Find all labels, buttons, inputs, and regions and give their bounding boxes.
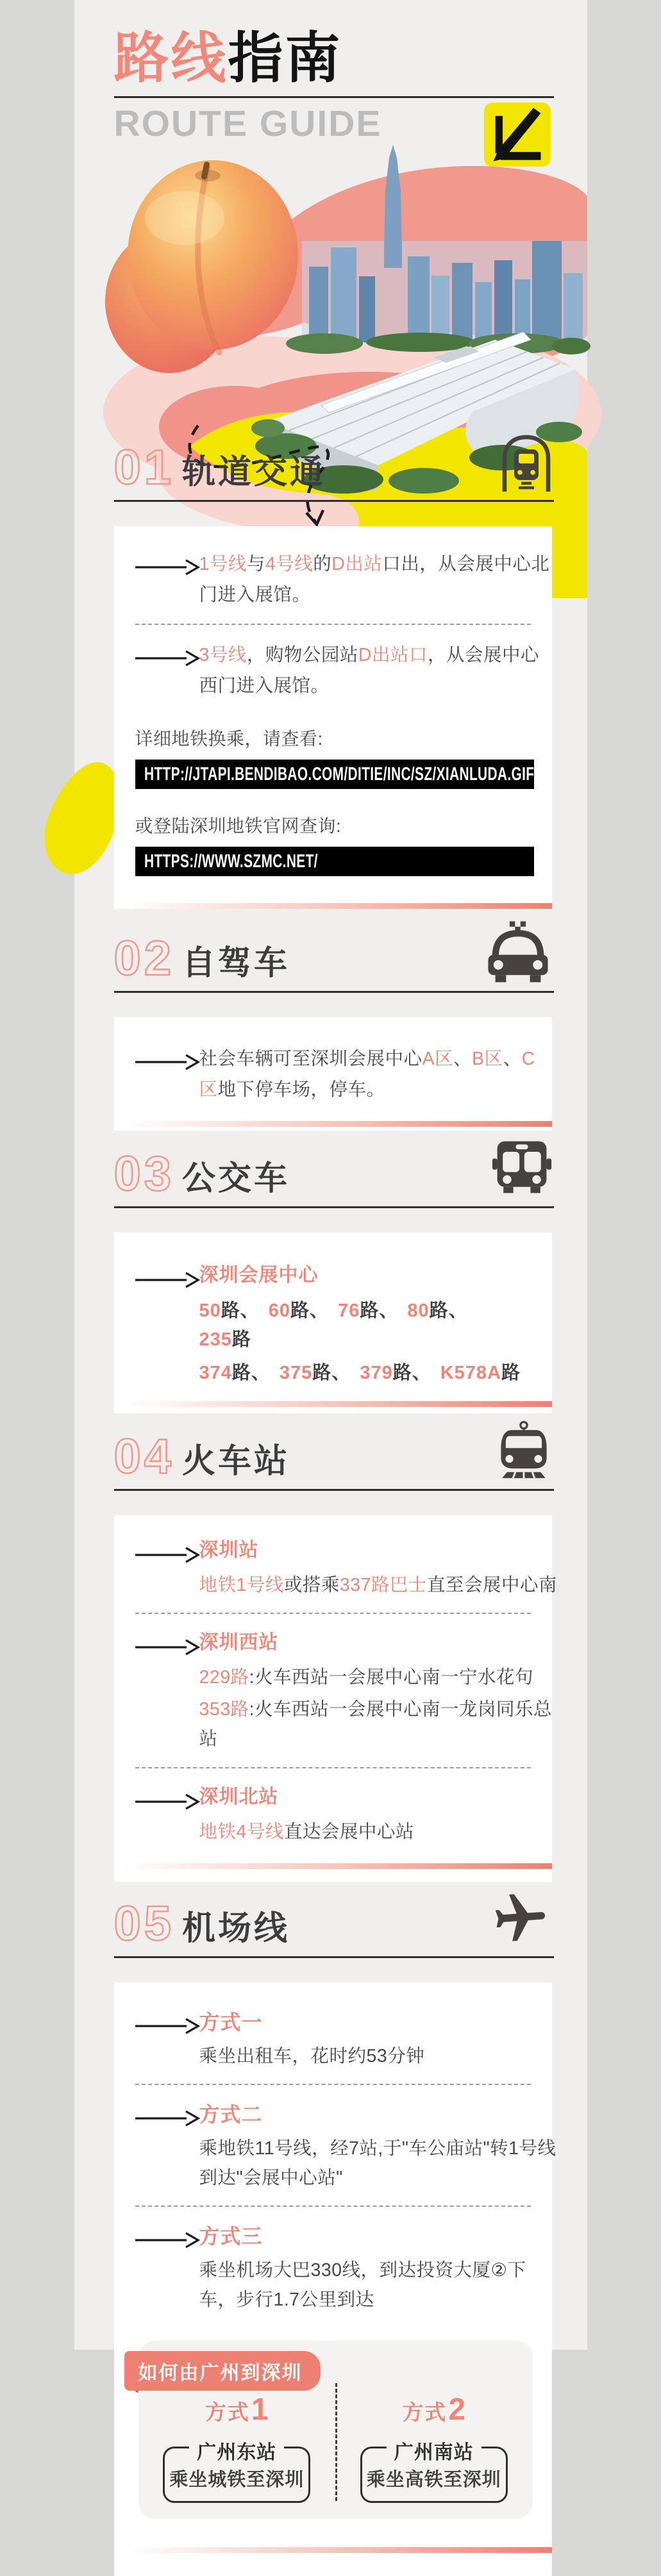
section-04-card [114, 1515, 557, 1882]
method-item [114, 2222, 552, 2253]
plane-icon [489, 1889, 553, 1951]
arrow-icon [135, 1784, 199, 1815]
card-accent-bar [114, 2547, 552, 2553]
station-box-2 [360, 2441, 508, 2503]
method-detail: 乘坐出租车，花时约53分钟 [199, 2045, 425, 2066]
station-box-1 [163, 2441, 310, 2503]
panel-option-1 [138, 2392, 336, 2503]
metro-transfer-note: 详细地铁换乘，请查看: [135, 728, 323, 749]
section-self-driving [74, 931, 587, 1131]
section-01-number: 01 [113, 440, 175, 495]
route-guide-poster [74, 0, 587, 2490]
section-01-title: 轨道交通 [182, 454, 326, 492]
station-detail: 地铁4号线直达会展中心站 [199, 1821, 414, 1842]
page-title-rest: 指南 [228, 28, 342, 89]
metro-site-note: 或登陆深圳地铁官网查询: [135, 815, 342, 836]
section-03-card [114, 1233, 552, 1413]
station-item [114, 1537, 552, 1568]
station-box-1-label: 广州东站 [189, 2436, 284, 2464]
method-label: 方式三 [199, 2225, 263, 2248]
metro-map-url[interactable]: HTTP://JTAPI.BENDIBAO.COM/DITIE/INC/SZ/XIANLUDA.GIF [135, 760, 534, 789]
dashed-divider [135, 1613, 531, 1614]
route-text: 社会车辆可至深圳会展中心A区、B区、C区地下停车场，停车。 [199, 1048, 535, 1100]
bus-icon [491, 1136, 553, 1201]
arrow-icon [135, 640, 199, 671]
section-05-number: 05 [113, 1896, 175, 1951]
method-item [114, 2100, 552, 2131]
section-05-heading [113, 1896, 554, 1958]
route-text: 1号线与4号线的D出站口出，从会展中心北门进入展馆。 [199, 554, 550, 606]
panel-option-2 [335, 2392, 533, 2503]
section-03-number: 03 [113, 1146, 175, 1201]
arrow-icon [135, 1262, 199, 1293]
section-04-title: 火车站 [182, 1442, 290, 1480]
page-title-accent: 路线 [113, 28, 228, 89]
header-divider [114, 96, 554, 98]
method-item [114, 2008, 552, 2039]
dashed-divider [135, 624, 531, 625]
arrow-icon [135, 2222, 199, 2253]
arrow-icon [135, 2008, 199, 2039]
arrow-icon [135, 549, 199, 580]
section-01-heading [113, 440, 554, 502]
route-item [114, 640, 552, 702]
station-box-2-desc: 乘坐高铁至深圳 [366, 2469, 501, 2490]
station-name: 深圳北站 [199, 1786, 279, 1807]
section-train-station [74, 1429, 587, 1882]
way-label-1: 方式1 [205, 2392, 269, 2427]
section-02-title: 自驾车 [182, 944, 290, 982]
card-accent-bar [114, 1401, 552, 1407]
section-rail-transit [74, 440, 587, 909]
station-box-1-desc: 乘坐城铁至深圳 [169, 2469, 305, 2490]
station-item [114, 1629, 552, 1660]
dashed-divider [135, 2084, 531, 2085]
train-icon [495, 1420, 553, 1484]
method-detail: 乘地铁11号线，经7站,于"车公庙站"转1号线到达"会展中心站" [199, 2138, 556, 2189]
page-subtitle: ROUTE GUIDE [113, 103, 382, 145]
arrow-icon [135, 1044, 199, 1075]
route-item [114, 1044, 552, 1106]
dashed-divider [135, 2206, 531, 2207]
card-accent-bar [114, 1863, 552, 1869]
arrow-icon [135, 1537, 199, 1568]
station-box-2-label: 广州南站 [387, 2436, 481, 2464]
arrow-icon [135, 1629, 199, 1660]
method-detail: 乘坐机场大巴330线，到达投资大厦②下车，步行1.7公里到达 [199, 2260, 526, 2311]
section-airport-line [74, 1896, 587, 2576]
section-03-heading [113, 1146, 554, 1208]
dashed-divider [135, 1767, 531, 1768]
panel-ribbon: 如何由广州到深圳 [124, 2351, 321, 2391]
section-02-heading [113, 931, 554, 993]
page-title [114, 29, 587, 87]
section-bus [74, 1146, 587, 1413]
station-item [114, 1784, 552, 1815]
section-04-heading [113, 1429, 554, 1491]
taxi-icon [483, 920, 553, 986]
station-name: 深圳西站 [199, 1632, 279, 1654]
station-name: 深圳站 [199, 1539, 259, 1561]
bus-route-line-1: 50路、 60路、 76路、 80路、235路 [199, 1300, 468, 1350]
section-05-card [114, 1982, 556, 2576]
route-item [114, 1262, 552, 1293]
station-detail: 地铁1号线或搭乘337路巴士直至会展中心南 [199, 1574, 557, 1595]
bus-route-line-2: 374路、 375路、 379路、 K578A路 [199, 1363, 521, 1384]
station-detail: 353路:火车西站一会展中心南一龙岗同乐总站 [199, 1699, 552, 1750]
section-01-card [114, 526, 552, 909]
station-detail: 229路:火车西站一会展中心南一宁水花句 [199, 1667, 533, 1688]
guangzhou-panel [138, 2341, 533, 2519]
card-accent-bar [114, 1121, 552, 1127]
corner-arrow-icon [483, 103, 551, 170]
section-04-number: 04 [113, 1429, 175, 1484]
method-label: 方式二 [199, 2102, 263, 2126]
metro-site-url[interactable]: HTTPS://WWW.SZMC.NET/ [135, 847, 534, 876]
section-05-title: 机场线 [182, 1909, 290, 1947]
method-label: 方式一 [199, 2010, 263, 2034]
route-item [114, 549, 552, 611]
section-02-number: 02 [113, 931, 175, 986]
metro-icon [500, 433, 553, 495]
route-text: 3号线，购物公园站D出站口，从会展中心西门进入展馆。 [199, 645, 539, 696]
way-label-2: 方式2 [402, 2392, 466, 2427]
card-accent-bar [114, 903, 552, 909]
arrow-icon [135, 2100, 199, 2131]
section-02-card [114, 1017, 552, 1131]
section-03-title: 公交车 [182, 1159, 290, 1197]
bus-stop-name: 深圳会展中心 [199, 1264, 319, 1286]
